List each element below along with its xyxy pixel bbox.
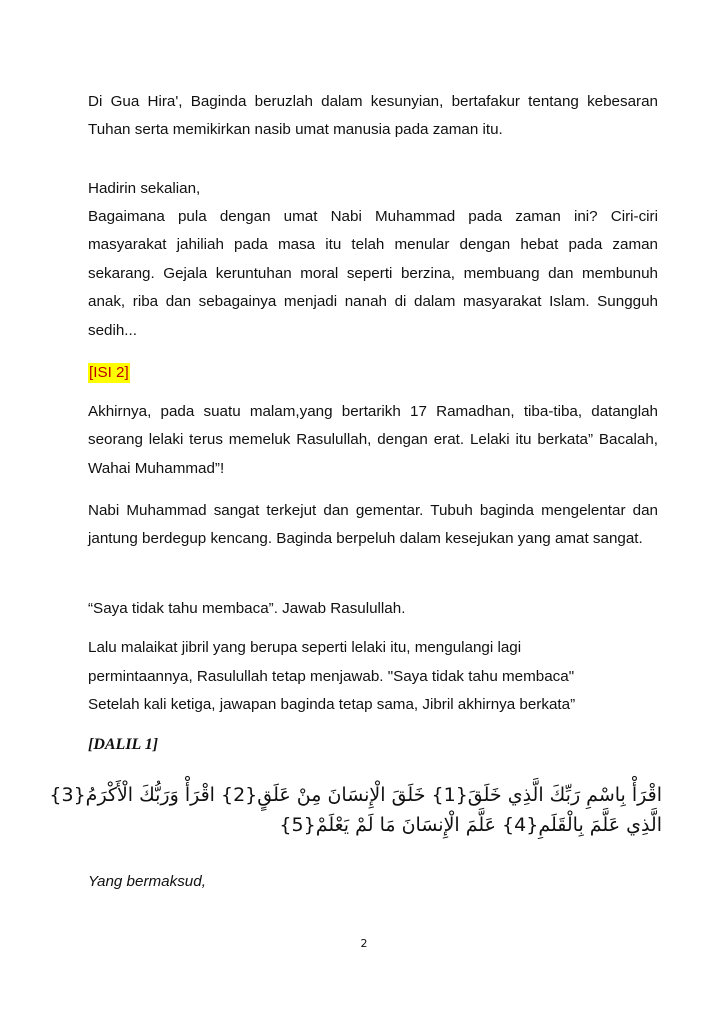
arabic-verse-line-1: اقْرَأْ بِاسْمِ رَبِّكَ الَّذِي خَلَقَ{1} خَلَقَ الْإِنسَانَ مِنْ عَلَقٍ{2} اقْرَأْ وَرَبُّكَ الْأَكْرَمُ{3}	[49, 784, 662, 806]
yang-bermaksud-label: Yang bermaksud,	[88, 873, 206, 890]
paragraph-terkejut: Nabi Muhammad sangat terkejut dan gementar. Tubuh baginda mengelentar dan jantung berdegup kencang. Baginda berpeluh dalam kesejukan yang amat sangat.	[88, 502, 658, 548]
paragraph-tidak-tahu-membaca: “Saya tidak tahu membaca”. Jawab Rasulullah.	[88, 600, 406, 617]
paragraph-gua-hira: Di Gua Hira', Baginda beruzlah dalam kesunyian, bertafakur tentang kebesaran Tuhan serta memikirkan nasib umat manusia pada zaman itu.	[88, 93, 658, 139]
paragraph-17-ramadhan: Akhirnya, pada suatu malam,yang bertarikh 17 Ramadhan, tiba-tiba, datanglah seorang lelaki terus memeluk Rasulullah, dengan erat. Lelaki itu berkata” Bacalah, Wahai Muhammad”!	[88, 403, 658, 477]
isi-2-marker: [ISI 2]	[89, 364, 129, 381]
arabic-verse-block	[49, 780, 662, 840]
isi-marker-line	[88, 359, 658, 387]
dalil-1-label: [DALIL 1]	[88, 736, 159, 753]
greeting-hadirin: Hadirin sekalian,	[88, 180, 201, 197]
arabic-verse-line-2: الَّذِي عَلَّمَ بِالْقَلَمِ{4} عَلَّمَ الْإِنسَانَ مَا لَمْ يَعْلَمْ{5}	[279, 814, 662, 836]
page-number: 2	[360, 937, 368, 950]
paragraph-jibril-line-1: Lalu malaikat jibril yang berupa seperti lelaki itu, mengulangi lagi	[88, 639, 522, 656]
paragraph-jibril-line-2: permintaannya, Rasulullah tetap menjawab. "Saya tidak tahu membaca"	[88, 668, 575, 685]
paragraph-umat-zaman-ini: Bagaimana pula dengan umat Nabi Muhammad pada zaman ini? Ciri-ciri masyarakat jahiliah pada masa itu telah menular dengan hebat pada zaman sekarang. Gejala keruntuhan moral seperti berzina, membuang dan membunuh anak, riba dan sebagainya menjadi nanah di dalam masyarakat Islam. Sungguh sedih...	[88, 208, 658, 339]
paragraph-jibril-line-3: Setelah kali ketiga, jawapan baginda tetap sama, Jibril akhirnya berkata”	[88, 696, 576, 713]
